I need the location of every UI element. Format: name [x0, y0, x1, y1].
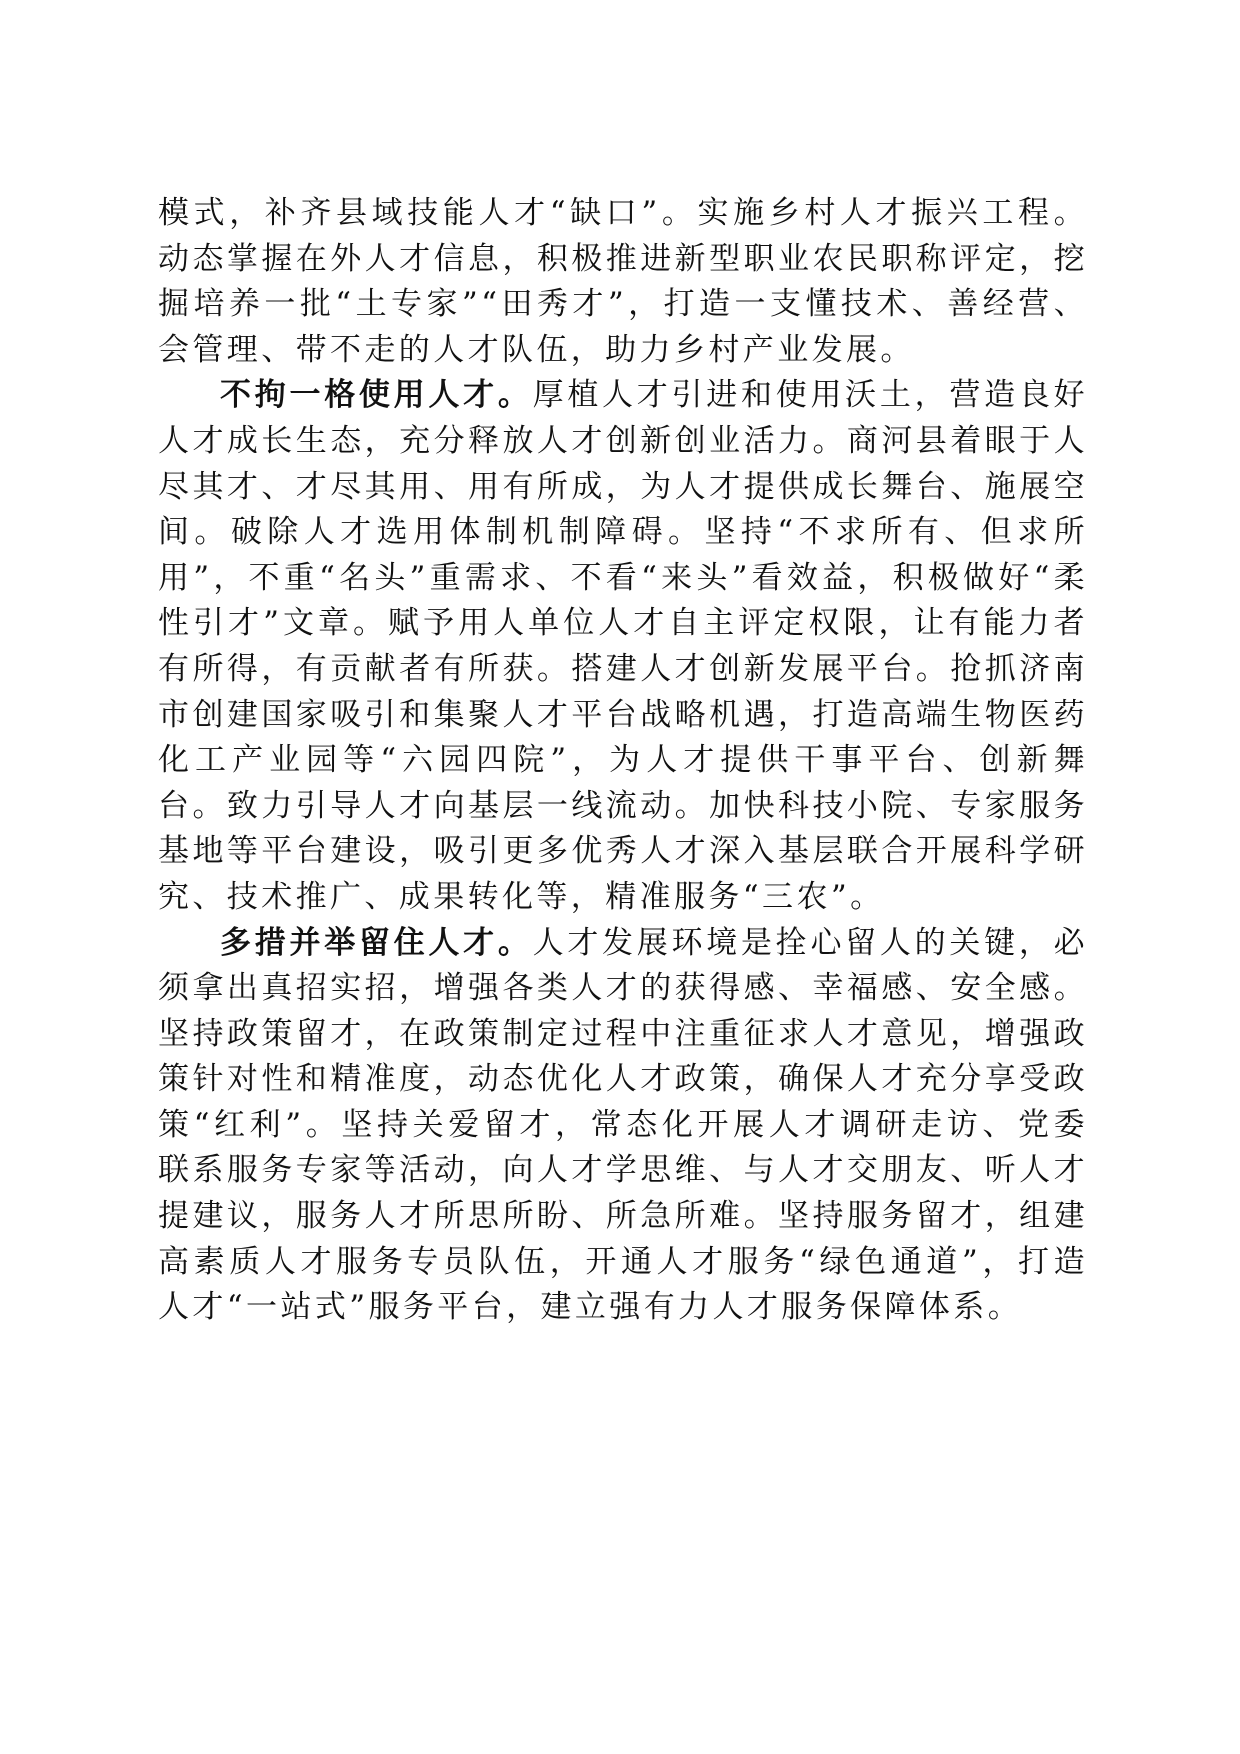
document-page [158, 191, 1088, 1331]
paragraph-text: 厚植人才引进和使用沃土，营造良好人才成长生态，充分释放人才创新创业活力。商河县着眼于人尽其才、才尽其用、用有所成，为人才提供成长舞台、施展空间。破除人才选用体制机制障碍。坚持“不求所有、但求所用”，不重“名头”重需求、不看“来头”看效益，积极做好“柔性引才”文章。赋予用人单位人才自主评定权限，让有能力者有所得，有贡献者有所获。搭建人才创新发展平台。抢抓济南市创建国家吸引和集聚人才平台战略机遇，打造高端生物医药化工产业园等“六园四院”，为人才提供干事平台、创新舞台。致力引导人才向基层一线流动。加快科技小院、专家服务基地等平台建设，吸引更多优秀人才深入基层联合开展科学研究、技术推广、成果转化等，精准服务“三农”。 [158, 377, 1088, 915]
paragraph-use-talent [158, 373, 1088, 920]
paragraph-text: 模式，补齐县域技能人才“缺口”。实施乡村人才振兴工程。动态掌握在外人才信息，积极推进新型职业农民职称评定，挖掘培养一批“土专家”“田秀才”，打造一支懂技术、善经营、会管理、带不走的人才队伍，助力乡村产业发展。 [158, 195, 1088, 368]
paragraph-heading: 不拘一格使用人才。 [220, 377, 533, 414]
paragraph-continuation [158, 191, 1088, 373]
paragraph-text: 人才发展环境是拴心留人的关键，必须拿出真招实招，增强各类人才的获得感、幸福感、安全感。坚持政策留才，在政策制定过程中注重征求人才意见，增强政策针对性和精准度，动态优化人才政策，确保人才充分享受政策“红利”。坚持关爱留才，常态化开展人才调研走访、党委联系服务专家等活动，向人才学思维、与人才交朋友、听人才提建议，服务人才所思所盼、所急所难。坚持服务留才，组建高素质人才服务专员队伍，开通人才服务“绿色通道”，打造人才“一站式”服务平台，建立强有力人才服务保障体系。 [158, 924, 1088, 1326]
paragraph-retain-talent [158, 921, 1088, 1331]
paragraph-heading: 多措并举留住人才。 [220, 924, 533, 961]
